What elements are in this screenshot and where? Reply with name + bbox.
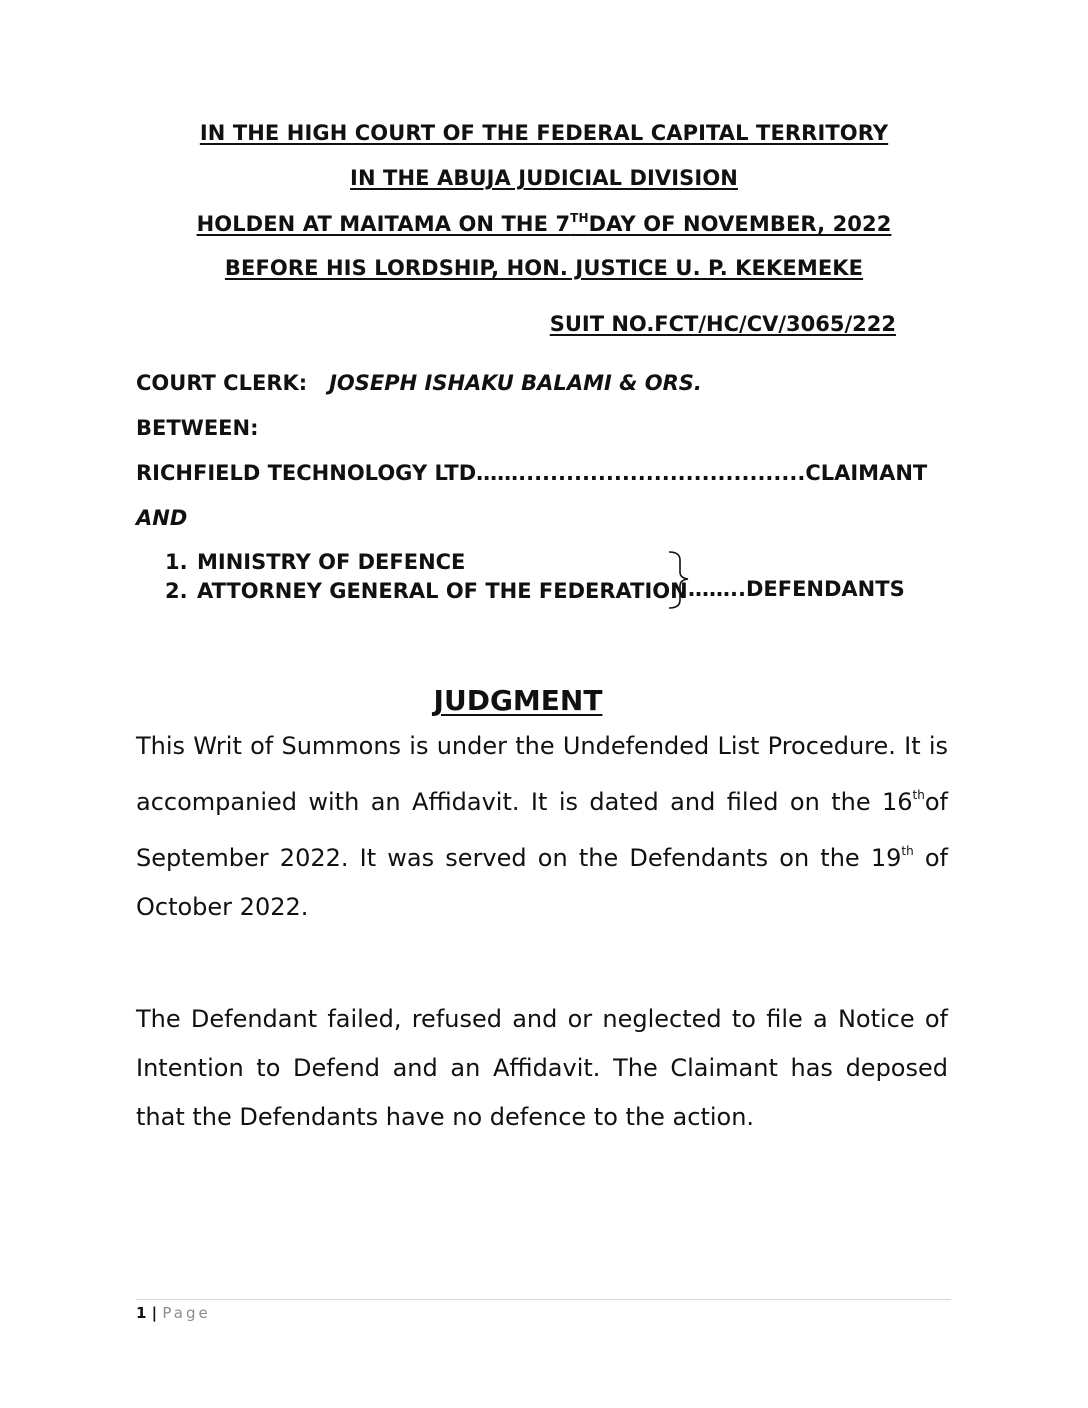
claimant-line: RICHFIELD TECHNOLOGY LTD……....................................CLAIMANT [136, 461, 928, 485]
judgment-title: JUDGMENT [433, 684, 603, 717]
division-heading: IN THE ABUJA JUDICIAL DIVISION [350, 166, 738, 190]
and-label: AND [136, 506, 188, 530]
defendants-list [165, 548, 688, 606]
suit-number: SUIT NO.FCT/HC/CV/3065/222 [549, 312, 896, 336]
paragraph-2: The Defendant failed, refused and or neglected to file a Notice of Intention to Defend and an Affidavit. The Claimant has deposed that the Defendants have no defence to the action. [136, 1005, 948, 1131]
page-label: Page [162, 1304, 211, 1322]
defendants-label: ……..DEFENDANTS [688, 577, 905, 601]
court-heading: IN THE HIGH COURT OF THE FEDERAL CAPITAL TERRITORY [199, 121, 889, 145]
between-label: BETWEEN: [136, 416, 259, 440]
court-clerk-line [136, 371, 702, 395]
footer-divider [136, 1299, 951, 1300]
defendant-item: 2. ATTORNEY GENERAL OF THE FEDERATION [165, 579, 688, 603]
page-footer: 1 | Page [136, 1304, 211, 1322]
holden-heading: HOLDEN AT MAITAMA ON THE 7THDAY OF NOVEMBER, 2022 [196, 211, 892, 236]
court-clerk-label: COURT CLERK: [136, 371, 308, 395]
defendant-item: 1. MINISTRY OF DEFENCE [165, 550, 466, 574]
page-number: 1 [136, 1304, 147, 1322]
court-clerk-name: JOSEPH ISHAKU BALAMI & ORS. [329, 371, 702, 395]
paragraph-1: This Writ of Summons is under the Undefended List Procedure. It is accompanied with an Affidavit. It is dated and filed on the 16thof September 2022. It was served on the Defendants on the 19th of October 2022. [136, 732, 948, 921]
before-heading: BEFORE HIS LORDSHIP, HON. JUSTICE U. P. KEKEMEKE [224, 256, 864, 280]
